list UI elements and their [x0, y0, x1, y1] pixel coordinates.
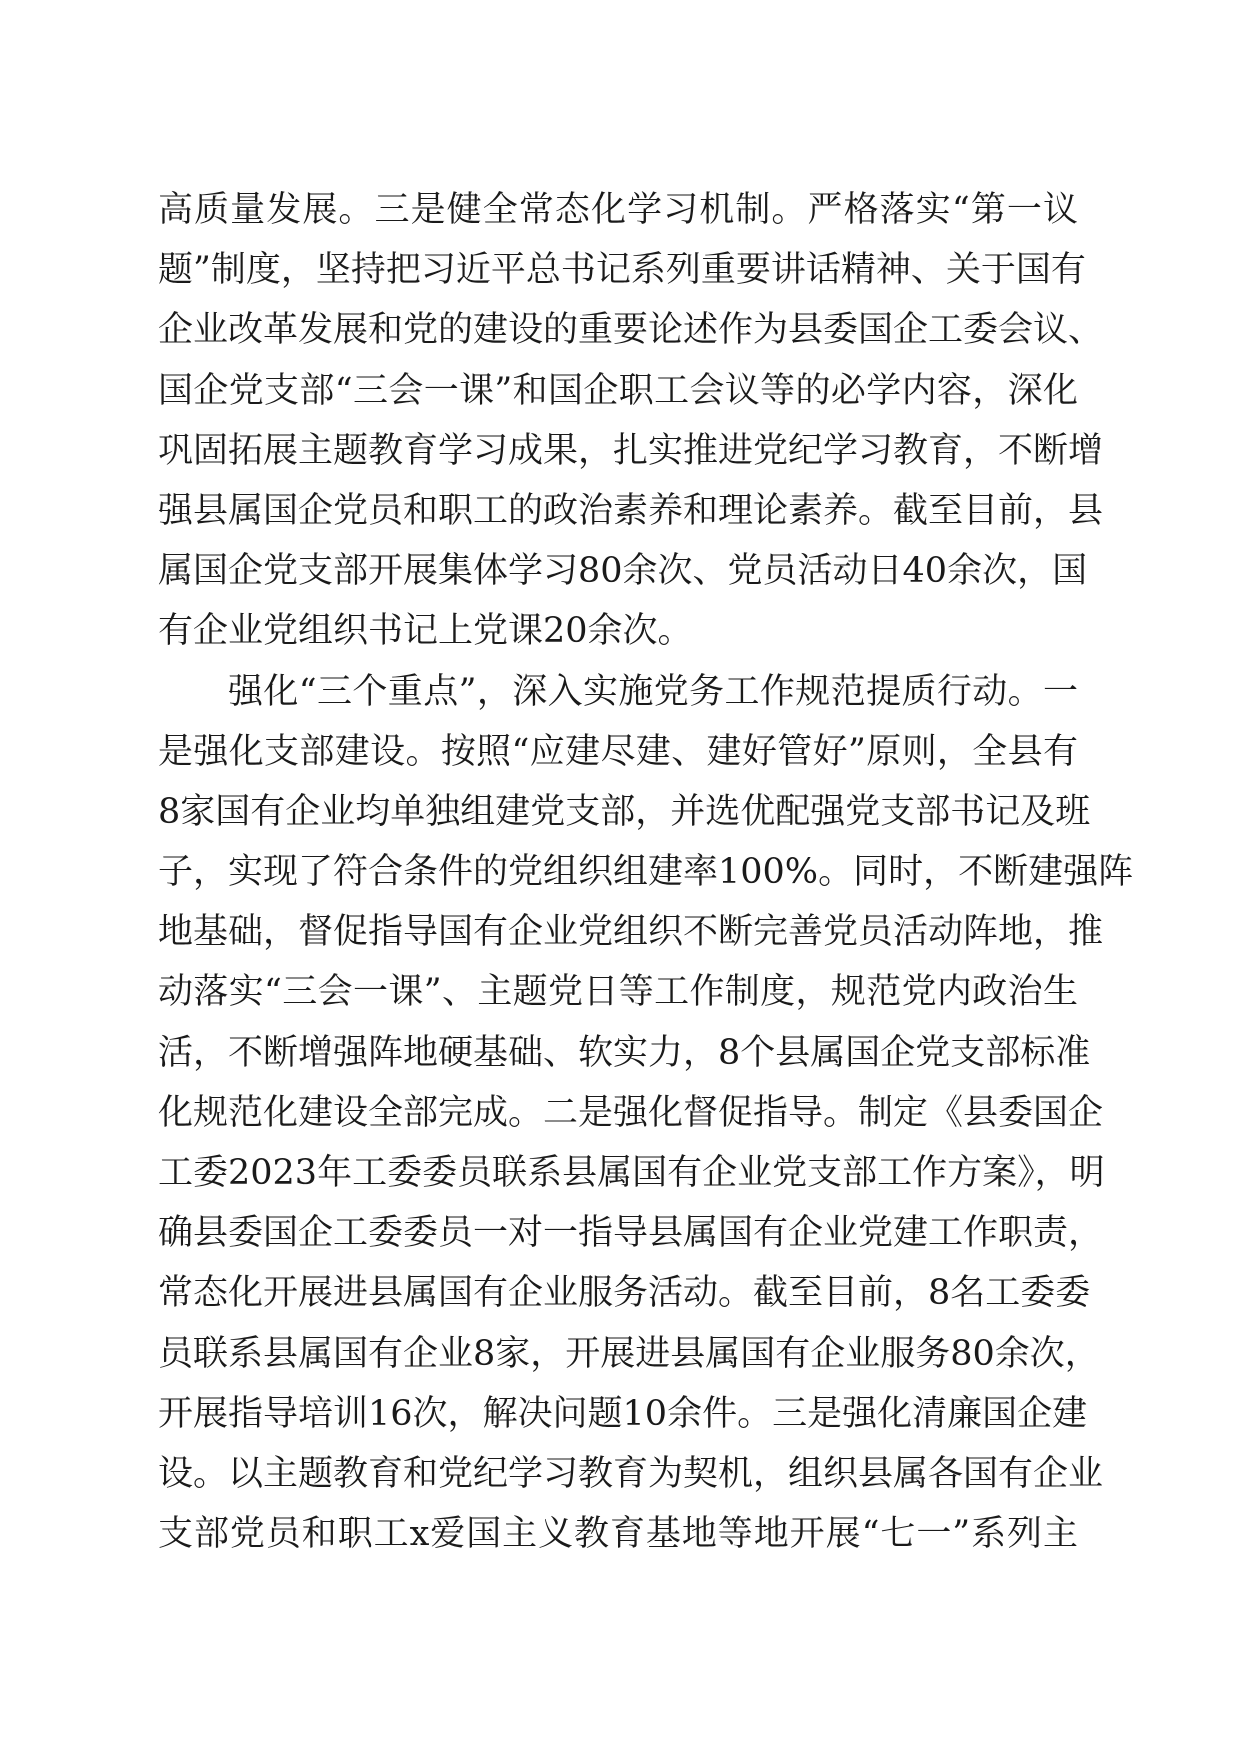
text-line: 强县属国企党员和职工的政治素养和理论素养。截至目前，县 — [158, 490, 1104, 531]
text-line: 8家国有企业均单独组建党支部，并选优配强党支部书记及班 — [158, 791, 1091, 832]
text-line: 国企党支部“三会一课”和国企职工会议等的必学内容，深化 — [158, 370, 1078, 411]
text-line: 动落实“三会一课”、主题党日等工作制度，规范党内政治生 — [158, 972, 1078, 1013]
text-line: 地基础，督促指导国有企业党组织不断完善党员活动阵地，推 — [158, 912, 1104, 953]
text-line: 是强化支部建设。按照“应建尽建、建好管好”原则，全县有 — [158, 731, 1078, 772]
text-line: 工委2023年工委委员联系县属国有企业党支部工作方案》，明 — [158, 1153, 1105, 1193]
text-line: 有企业党组织书记上党课20余次。 — [158, 611, 693, 652]
text-line: 子，实现了符合条件的党组织组建率100%。同时，不断建强阵 — [158, 852, 1134, 893]
text-line: 活，不断增强阵地硬基础、软实力，8个县属国企党支部标准 — [158, 1032, 1091, 1073]
text-line: 确县委国企工委委员一对一指导县属国有企业党建工作职责， — [158, 1213, 1104, 1254]
text-line: 题”制度，坚持把习近平总书记系列重要讲话精神、关于国有 — [158, 250, 1086, 291]
text-line: 设。以主题教育和党纪学习教育为契机，组织县属各国有企业 — [158, 1453, 1104, 1494]
text-line: 高质量发展。三是健全常态化学习机制。严格落实“第一议 — [158, 190, 1078, 230]
text-line: 属国企党支部开展集体学习80余次、党员活动日40余次，国 — [158, 551, 1088, 592]
text-line: 常态化开展进县属国有企业服务活动。截至目前，8名工委委 — [158, 1273, 1091, 1314]
text-line: 企业改革发展和党的建设的重要论述作为县委国企工委会议、 — [158, 310, 1104, 351]
text-line: 化规范化建设全部完成。二是强化督促指导。制定《县委国企 — [158, 1092, 1104, 1133]
body-text — [158, 180, 1134, 1564]
text-line: 支部党员和职工x爱国主义教育基地等地开展“七一”系列主 — [158, 1514, 1078, 1555]
text-line: 员联系县属国有企业8家，开展进县属国有企业服务80余次， — [158, 1333, 1100, 1374]
text-line: 强化“三个重点”，深入实施党务工作规范提质行动。一 — [228, 671, 1078, 712]
text-line: 巩固拓展主题教育学习成果，扎实推进党纪学习教育，不断增 — [158, 430, 1104, 471]
text-line: 开展指导培训16次，解决问题10余件。三是强化清廉国企建 — [158, 1393, 1088, 1434]
